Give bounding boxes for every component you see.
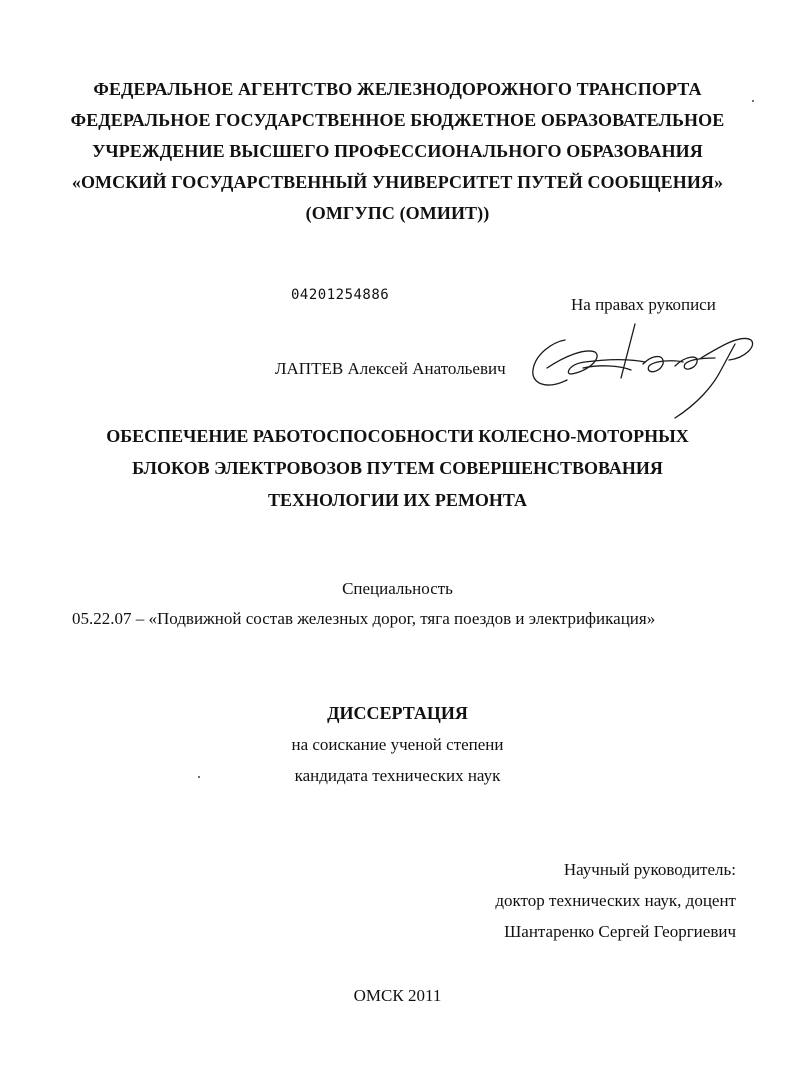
topic-line-1: ОБЕСПЕЧЕНИЕ РАБОТОСПОСОБНОСТИ КОЛЕСНО-МОТОРНЫХ	[106, 426, 689, 446]
header-line-2: ФЕДЕРАЛЬНОЕ ГОСУДАРСТВЕННОЕ БЮДЖЕТНОЕ ОБРАЗОВАТЕЛЬНОЕ	[70, 110, 725, 130]
author-name: ЛАПТЕВ Алексей Анатольевич	[275, 359, 506, 378]
supervisor-label: Научный руководитель:	[563, 860, 736, 879]
registration-number: 04201254886	[291, 287, 390, 303]
handwritten-signature-icon	[525, 318, 765, 428]
header-line-5: (ОМГУПС (ОМИИТ))	[305, 203, 490, 223]
dissertation-topic	[0, 420, 795, 516]
topic-line-2: БЛОКОВ ЭЛЕКТРОВОЗОВ ПУТЕМ СОВЕРШЕНСТВОВАНИЯ	[132, 458, 663, 478]
degree-line-2: кандидата технических наук	[294, 766, 501, 785]
scan-speck	[198, 776, 200, 778]
supervisor-name: Шантаренко Сергей Георгиевич	[504, 922, 736, 941]
institution-header	[0, 74, 795, 229]
manuscript-note: На правах рукописи	[571, 295, 716, 314]
header-line-3: УЧРЕЖДЕНИЕ ВЫСШЕГО ПРОФЕССИОНАЛЬНОГО ОБРАЗОВАНИЯ	[92, 141, 703, 161]
scan-speck	[752, 100, 754, 102]
supervisor-degree: доктор технических наук, доцент	[495, 891, 736, 910]
specialty-code: 05.22.07 – «Подвижной состав железных дорог, тяга поездов и электрификация»	[72, 609, 656, 628]
header-line-4: «ОМСКИЙ ГОСУДАРСТВЕННЫЙ УНИВЕРСИТЕТ ПУТЕЙ СООБЩЕНИЯ»	[71, 172, 724, 192]
city-year: ОМСК 2011	[353, 986, 442, 1005]
header-line-1: ФЕДЕРАЛЬНОЕ АГЕНТСТВО ЖЕЛЕЗНОДОРОЖНОГО ТРАНСПОРТА	[93, 79, 702, 99]
dissertation-heading: ДИССЕРТАЦИЯ	[327, 703, 468, 723]
degree-line-1: на соискание ученой степени	[291, 735, 504, 754]
specialty-label: Специальность	[342, 579, 453, 598]
topic-line-3: ТЕХНОЛОГИИ ИХ РЕМОНТА	[267, 490, 528, 510]
